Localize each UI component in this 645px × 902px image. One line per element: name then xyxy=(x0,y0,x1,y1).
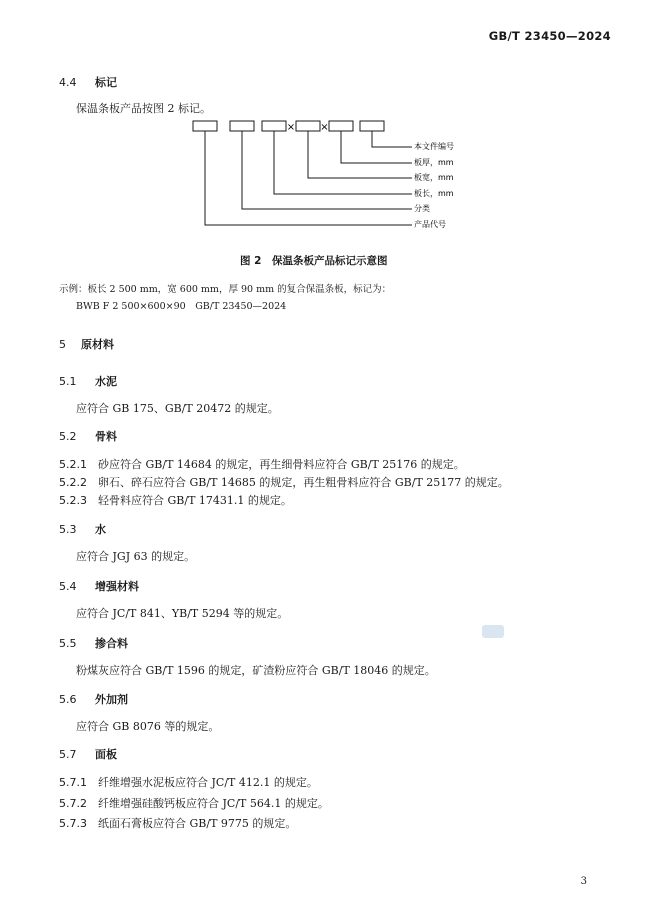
item-number: 5.7.1 xyxy=(59,776,87,789)
heading-title: 增强材料 xyxy=(95,580,139,593)
item-number: 5.7.2 xyxy=(59,797,87,810)
heading-title: 外加剂 xyxy=(95,693,128,706)
heading-5-1 xyxy=(59,373,117,389)
box-category xyxy=(230,121,254,131)
item-text: 卵石、碎石应符合 GB/T 14685 的规定，再生粗骨料应符合 GB/T 25177 的规定。 xyxy=(98,476,509,489)
heading-number: 5.3 xyxy=(59,523,77,536)
box-thickness xyxy=(329,121,353,131)
marking-diagram xyxy=(190,118,460,238)
leader-line xyxy=(308,131,412,178)
heading-5-5 xyxy=(59,635,128,651)
heading-number: 4.4 xyxy=(59,76,77,89)
paragraph-5-1: 应符合 GB 175、GB/T 20472 的规定。 xyxy=(76,402,279,415)
paragraph-5-3: 应符合 JGJ 63 的规定。 xyxy=(76,550,196,563)
standard-code-header: GB/T 23450—2024 xyxy=(488,29,611,43)
leader-line xyxy=(242,131,412,209)
heading-4-4 xyxy=(59,74,117,90)
heading-5-2 xyxy=(59,428,117,444)
times-symbol: × xyxy=(286,122,296,133)
heading-5 xyxy=(59,336,114,352)
item-text: 轻骨料应符合 GB/T 17431.1 的规定。 xyxy=(98,494,292,507)
item-number: 5.2.3 xyxy=(59,494,87,507)
heading-5-3 xyxy=(59,521,106,537)
leader-line xyxy=(372,131,412,147)
heading-title: 骨料 xyxy=(95,430,117,443)
heading-number: 5 xyxy=(59,338,66,351)
heading-number: 5.7 xyxy=(59,748,77,761)
item-text: 纤维增强水泥板应符合 JC/T 412.1 的规定。 xyxy=(98,776,318,789)
paragraph-4-4: 保温条板产品按图 2 标记。 xyxy=(76,102,211,115)
heading-5-7 xyxy=(59,746,117,762)
heading-number: 5.6 xyxy=(59,693,77,706)
list-item-5-7-2 xyxy=(59,795,329,811)
item-number: 5.7.3 xyxy=(59,817,87,830)
heading-number: 5.5 xyxy=(59,637,77,650)
example-line-2: BWB F 2 500×600×90 GB/T 23450—2024 xyxy=(76,301,287,312)
heading-5-6 xyxy=(59,691,128,707)
label-thickness: 板厚，mm xyxy=(414,158,454,167)
label-category: 分类 xyxy=(414,204,430,213)
heading-number: 5.1 xyxy=(59,375,77,388)
example-line-1: 示例：板长 2 500 mm，宽 600 mm，厚 90 mm 的复合保温条板，标记为： xyxy=(59,284,392,295)
label-standard-number: 本文件编号 xyxy=(414,142,454,151)
heading-title: 原材料 xyxy=(81,338,114,351)
list-item-5-2-2 xyxy=(59,474,509,490)
heading-title: 掺合料 xyxy=(95,637,128,650)
box-width xyxy=(296,121,320,131)
heading-number: 5.4 xyxy=(59,580,77,593)
heading-number: 5.2 xyxy=(59,430,77,443)
paragraph-5-5: 粉煤灰应符合 GB/T 1596 的规定，矿渣粉应符合 GB/T 18046 的规定。 xyxy=(76,664,436,677)
item-number: 5.2.2 xyxy=(59,476,87,489)
label-product-code: 产品代号 xyxy=(414,220,446,229)
box-length xyxy=(262,121,286,131)
watermark-logo xyxy=(482,625,504,638)
item-text: 砂应符合 GB/T 14684 的规定，再生细骨料应符合 GB/T 25176 的规定。 xyxy=(98,458,465,471)
paragraph-5-6: 应符合 GB 8076 等的规定。 xyxy=(76,720,220,733)
item-text: 纸面石膏板应符合 GB/T 9775 的规定。 xyxy=(98,817,297,830)
figure-caption: 图 2 保温条板产品标记示意图 xyxy=(240,255,388,267)
heading-title: 标记 xyxy=(95,76,117,89)
paragraph-5-4: 应符合 JC/T 841、YB/T 5294 等的规定。 xyxy=(76,607,289,620)
page-number: 3 xyxy=(580,876,587,887)
list-item-5-2-1 xyxy=(59,456,465,472)
times-symbol: × xyxy=(320,122,329,133)
list-item-5-7-1 xyxy=(59,774,318,790)
item-text: 纤维增强硅酸钙板应符合 JC/T 564.1 的规定。 xyxy=(98,797,329,810)
heading-title: 面板 xyxy=(95,748,117,761)
heading-title: 水泥 xyxy=(95,375,117,388)
label-width: 板宽，mm xyxy=(414,173,454,182)
heading-title: 水 xyxy=(95,523,106,536)
box-product-code xyxy=(193,121,217,131)
list-item-5-2-3 xyxy=(59,492,292,508)
list-item-5-7-3 xyxy=(59,815,296,831)
label-length: 板长，mm xyxy=(414,189,454,198)
item-number: 5.2.1 xyxy=(59,458,87,471)
box-standard-number xyxy=(360,121,384,131)
heading-5-4 xyxy=(59,578,139,594)
